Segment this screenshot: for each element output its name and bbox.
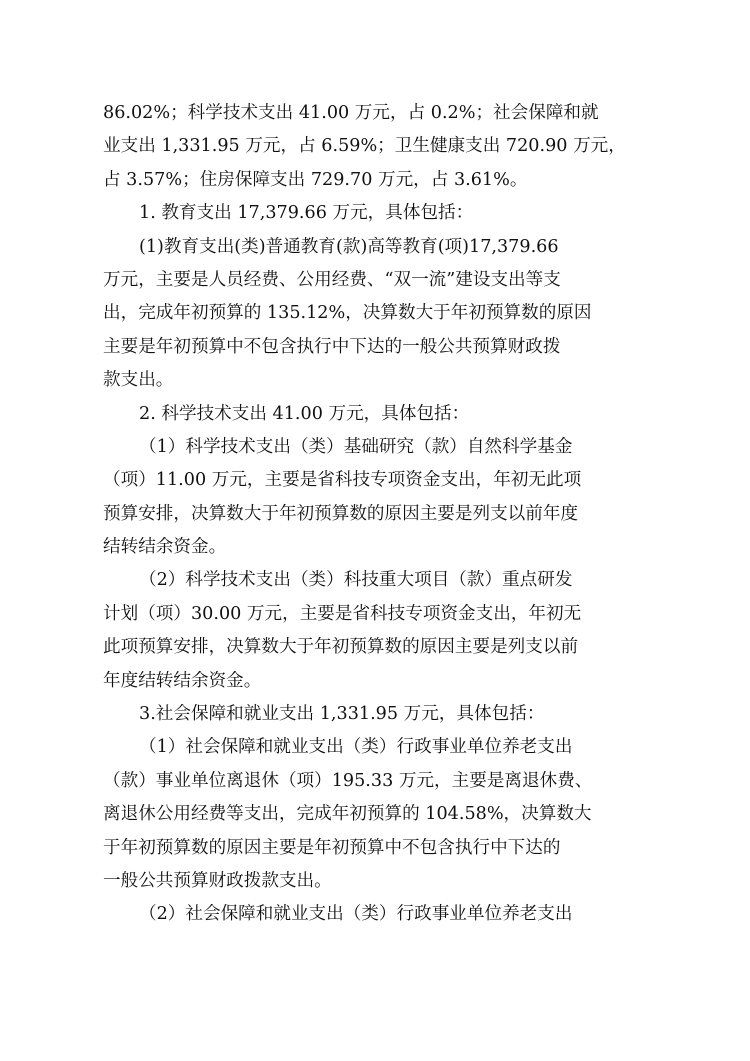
text-line: 离退休公用经费等支出，完成年初预算的 104.58%，决算数大 <box>103 804 592 825</box>
text-line: 3.社会保障和就业支出 1,331.95 万元，具体包括： <box>139 704 545 725</box>
text-line: 款支出。 <box>103 370 174 391</box>
text-line: 一般公共预算财政拨款支出。 <box>103 870 332 891</box>
text-line: 年度结转结余资金。 <box>103 670 262 691</box>
text-line: 业支出 1,331.95 万元，占 6.59%；卫生健康支出 720.90 万元， <box>103 136 626 157</box>
text-line: （款）事业单位离退休（项）195.33 万元，主要是离退休费、 <box>103 770 593 791</box>
text-line: （2）科学技术支出（类）科技重大项目（款）重点研发 <box>139 570 573 591</box>
text-line: 万元，主要是人员经费、公用经费、“双一流”建设支出等支 <box>103 269 561 290</box>
text-line: 此项预算安排，决算数大于年初预算数的原因主要是列支以前 <box>103 637 579 658</box>
document-body <box>103 97 648 932</box>
text-line: 占 3.57%；住房保障支出 729.70 万元，占 3.61%。 <box>103 169 528 190</box>
text-line: 2. 科学技术支出 41.00 万元，具体包括： <box>139 403 470 424</box>
text-line: 结转结余资金。 <box>103 537 227 558</box>
text-line: （1）社会保障和就业支出（类）行政事业单位养老支出 <box>139 737 573 758</box>
text-line: 出，完成年初预算的 135.12%，决算数大于年初预算数的原因 <box>103 303 592 324</box>
text-line: 预算安排，决算数大于年初预算数的原因主要是列支以前年度 <box>103 503 579 524</box>
text-line: （项）11.00 万元，主要是省科技专项资金支出，年初无此项 <box>103 470 582 491</box>
text-line: 86.02%；科学技术支出 41.00 万元，占 0.2%；社会保障和就 <box>103 103 599 123</box>
text-line: 于年初预算数的原因主要是年初预算中不包含执行中下达的 <box>103 837 561 858</box>
text-line: （1）科学技术支出（类）基础研究（款）自然科学基金 <box>139 436 573 457</box>
text-line: 计划（项）30.00 万元，主要是省科技专项资金支出，年初无 <box>103 603 582 624</box>
text-line: （2）社会保障和就业支出（类）行政事业单位养老支出 <box>139 904 573 925</box>
text-line: 主要是年初预算中不包含执行中下达的一般公共预算财政拨 <box>103 336 561 357</box>
text-line: 1. 教育支出 17,379.66 万元，具体包括： <box>139 203 474 224</box>
text-line: (1)教育支出(类)普通教育(款)高等教育(项)17,379.66 <box>139 236 559 257</box>
